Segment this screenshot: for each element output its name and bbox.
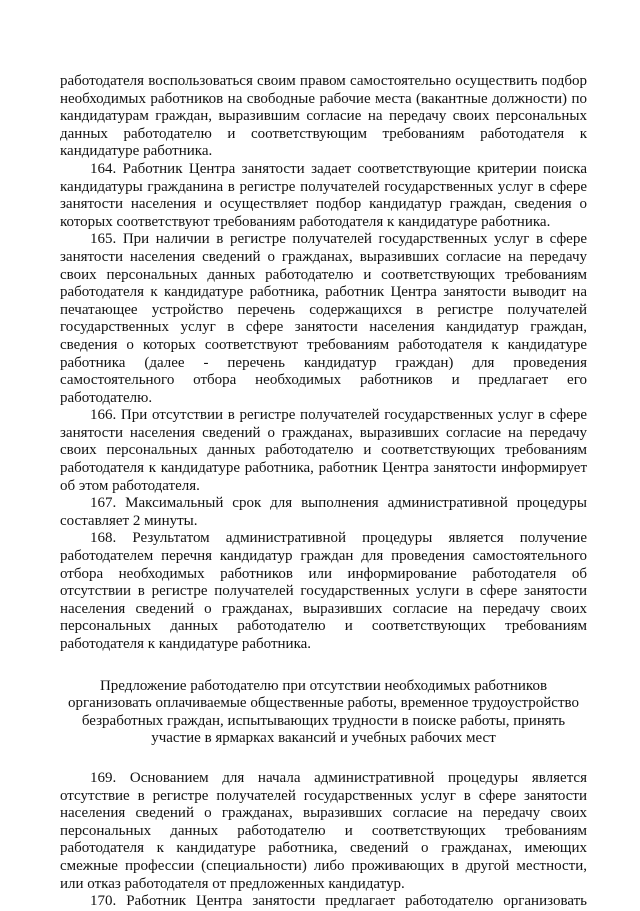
section-heading-line: Предложение работодателю при отсутствии необходимых работников [99,677,548,694]
section-heading-line: безработных граждан, испытывающих трудности в поиске работы, принять [81,712,566,729]
paragraph-168: 168. Результатом административной процедуры является получение работодателем перечня кандидатур граждан для проведения самостоятельного отбора необходимых работников или информирование работодателя об отсутствии в регистре получателей государственных услуги в сфере занятости населения сведений о гражданах, выразивших согласие на передачу своих персональных данных работодателю и соответствующих требованиям работодателя к кандидатуре работника. [60,530,587,652]
paragraph-continuation: работодателя воспользоваться своим правом самостоятельно осуществить подбор необходимых работников на свободные рабочие места (вакантные должности) по кандидатурам граждан, выразившим согласие на передачу своих персональных данных работодателю и соответствующим требованиям работодателя к кандидатуре работника. [60,73,587,160]
document-body [60,73,587,911]
section-heading [60,678,587,748]
paragraph-170: 170. Работник Центра занятости предлагает работодателю организовать [90,893,587,910]
paragraph-167: 167. Максимальный срок для выполнения административной процедуры составляет 2 минуты. [60,495,587,529]
paragraph-164: 164. Работник Центра занятости задает соответствующие критерии поиска кандидатуры гражданина в регистре получателей государственных услуг в сфере занятости населения и осуществляет подбор кандидатур граждан, сведения о которых соответствуют требованиям работодателя к кандидатуре работника. [60,160,587,230]
paragraph-169: 169. Основанием для начала административной процедуры является отсутствие в регистре получателей государственных услуг в сфере занятости населения сведений о гражданах, выразивших согласие на передачу своих персональных данных работодателю и соответствующих требованиям работодателя к кандидатуре работника, сведений о гражданах, имеющих смежные профессии (специальности) либо проживающих в другой местности, или отказ работодателя от предложенных кандидатур. [60,769,587,892]
section-heading-line: участие в ярмарках вакансий и учебных рабочих мест [151,730,496,747]
paragraph-166: 166. При отсутствии в регистре получателей государственных услуг в сфере занятости населения сведений о гражданах, выразивших согласие на передачу своих персональных данных работодателю и соответствующих требованиям работодателя к кандидатуре работника, работник Центра занятости информирует об этом работодателя. [60,407,587,494]
section-heading-line: организовать оплачиваемые общественные работы, временное трудоустройство [68,695,579,712]
paragraph-165: 165. При наличии в регистре получателей государственных услуг в сфере занятости населения сведений о гражданах, выразивших согласие на передачу своих персональных данных работодателю и соответствующих требованиям работодателя к кандидатуре работника, работник Центра занятости выводит на печатающее устройство перечень содержащихся в регистре получателей государственных услуг в сфере занятости населения кандидатур граждан, сведения о которых соответствуют требованиям работодателя к кандидатуре работника (далее - перечень кандидатур граждан) для проведения самостоятельного отбора необходимых работников и предлагает его работодателю. [60,231,587,406]
